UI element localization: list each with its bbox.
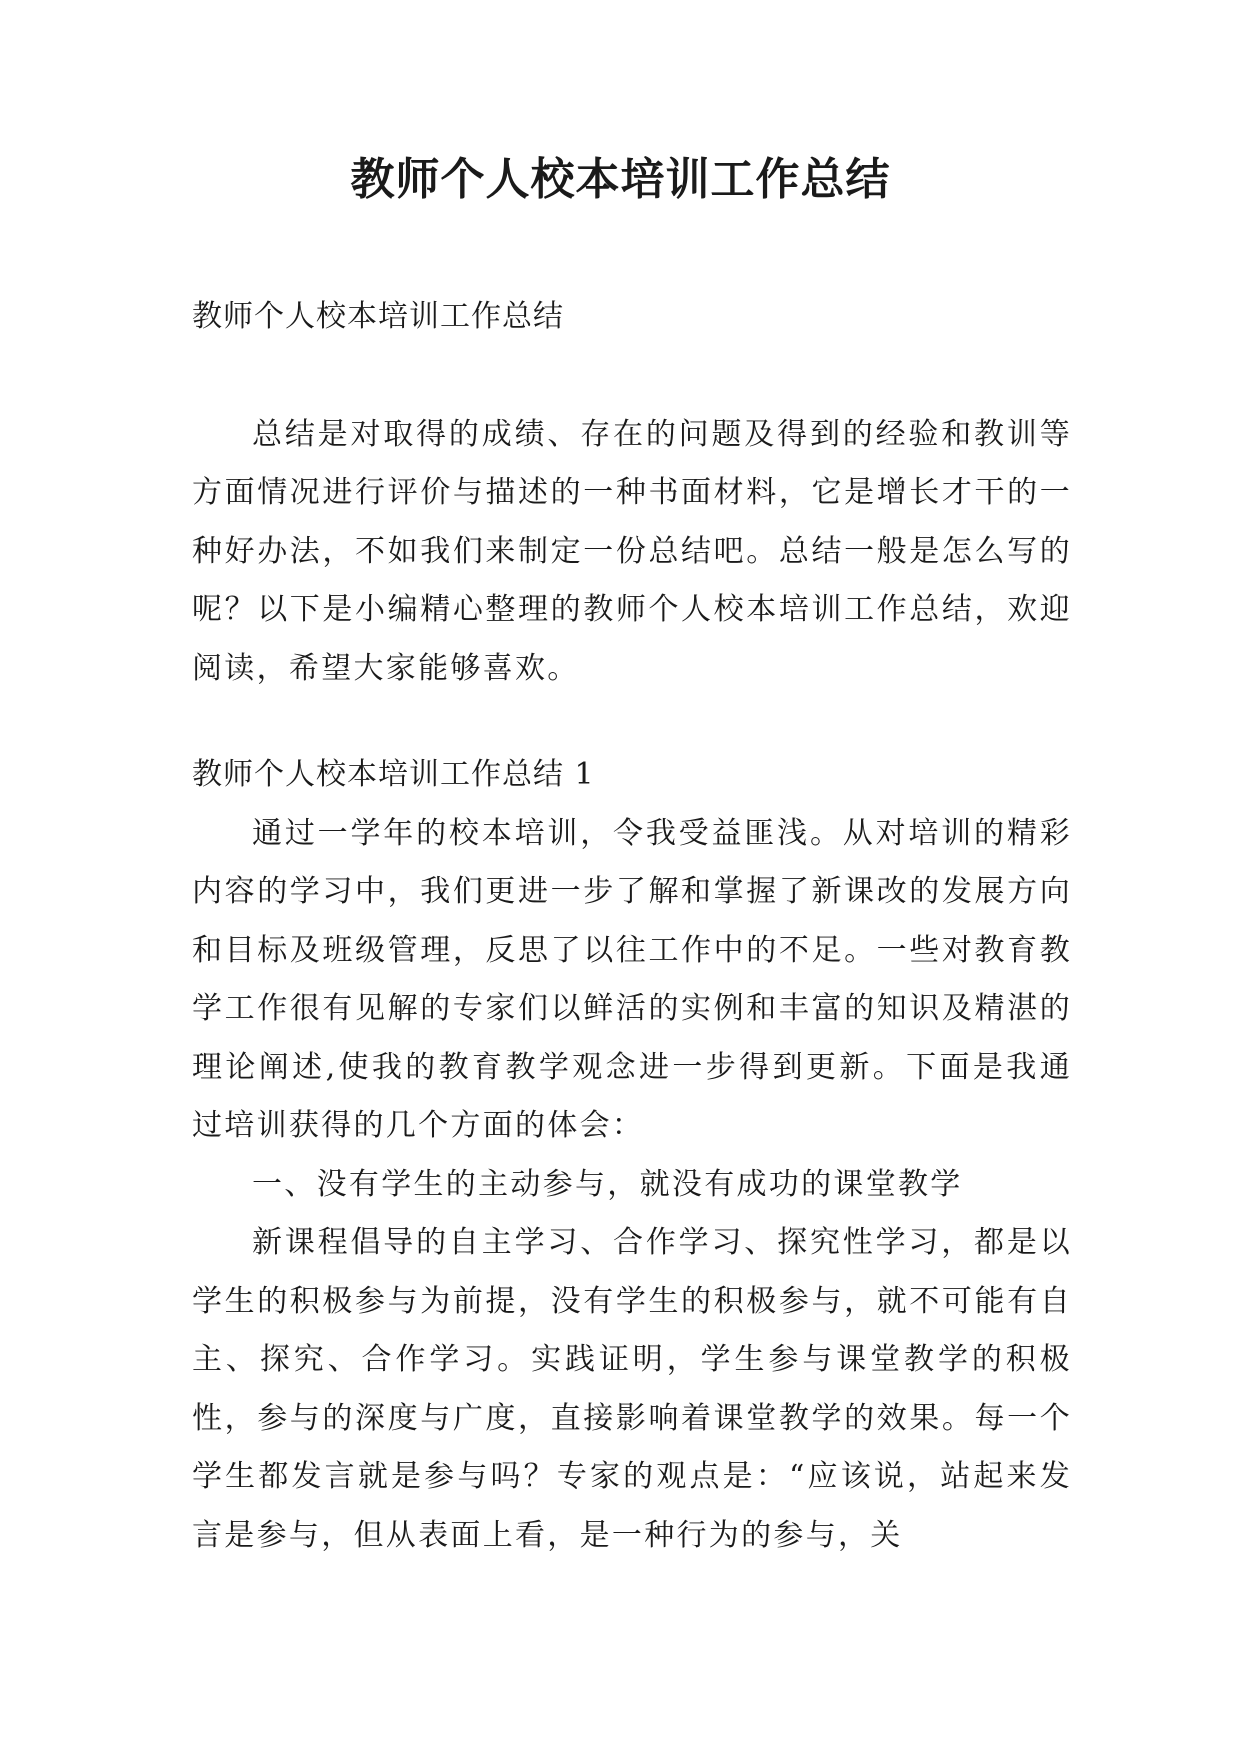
- section-subheading: 一、没有学生的主动参与，就没有成功的课堂教学: [252, 1166, 963, 1202]
- document-title: 教师个人校本培训工作总结: [350, 154, 891, 205]
- section-paragraph: 通过一学年的校本培训，令我受益匪浅。从对培训的精彩内容的学习中，我们更进一步了解和掌握了新课改的发展方向和目标及班级管理，反思了以往工作中的不足。一些对教育教学工作很有见解的专家们以鲜活的实例和丰富的知识及精湛的理论阐述,使我的教育教学观念进一步得到更新。下面是我通过培训获得的几个方面的体会：: [192, 815, 1072, 1143]
- document-subtitle: 教师个人校本培训工作总结: [192, 299, 564, 334]
- intro-paragraph: 总结是对取得的成绩、存在的问题及得到的经验和教训等方面情况进行评价与描述的一种书面材料，它是增长才干的一种好办法，不如我们来制定一份总结吧。总结一般是怎么写的呢？以下是小编精心整理的教师个人校本培训工作总结，欢迎阅读，希望大家能够喜欢。: [192, 416, 1072, 686]
- document-body: [192, 288, 1072, 1565]
- section-heading: 教师个人校本培训工作总结 1: [192, 757, 595, 792]
- spacer: [192, 698, 1072, 746]
- section-paragraph: 新课程倡导的自主学习、合作学习、探究性学习，都是以学生的积极参与为前提，没有学生的积极参与，就不可能有自主、探究、合作学习。实践证明，学生参与课堂教学的积极性，参与的深度与广度，直接影响着课堂教学的效果。每一个学生都发言就是参与吗？专家的观点是：“应该说，站起来发言是参与，但从表面上看，是一种行为的参与，关: [192, 1225, 1072, 1553]
- spacer: [192, 347, 1072, 406]
